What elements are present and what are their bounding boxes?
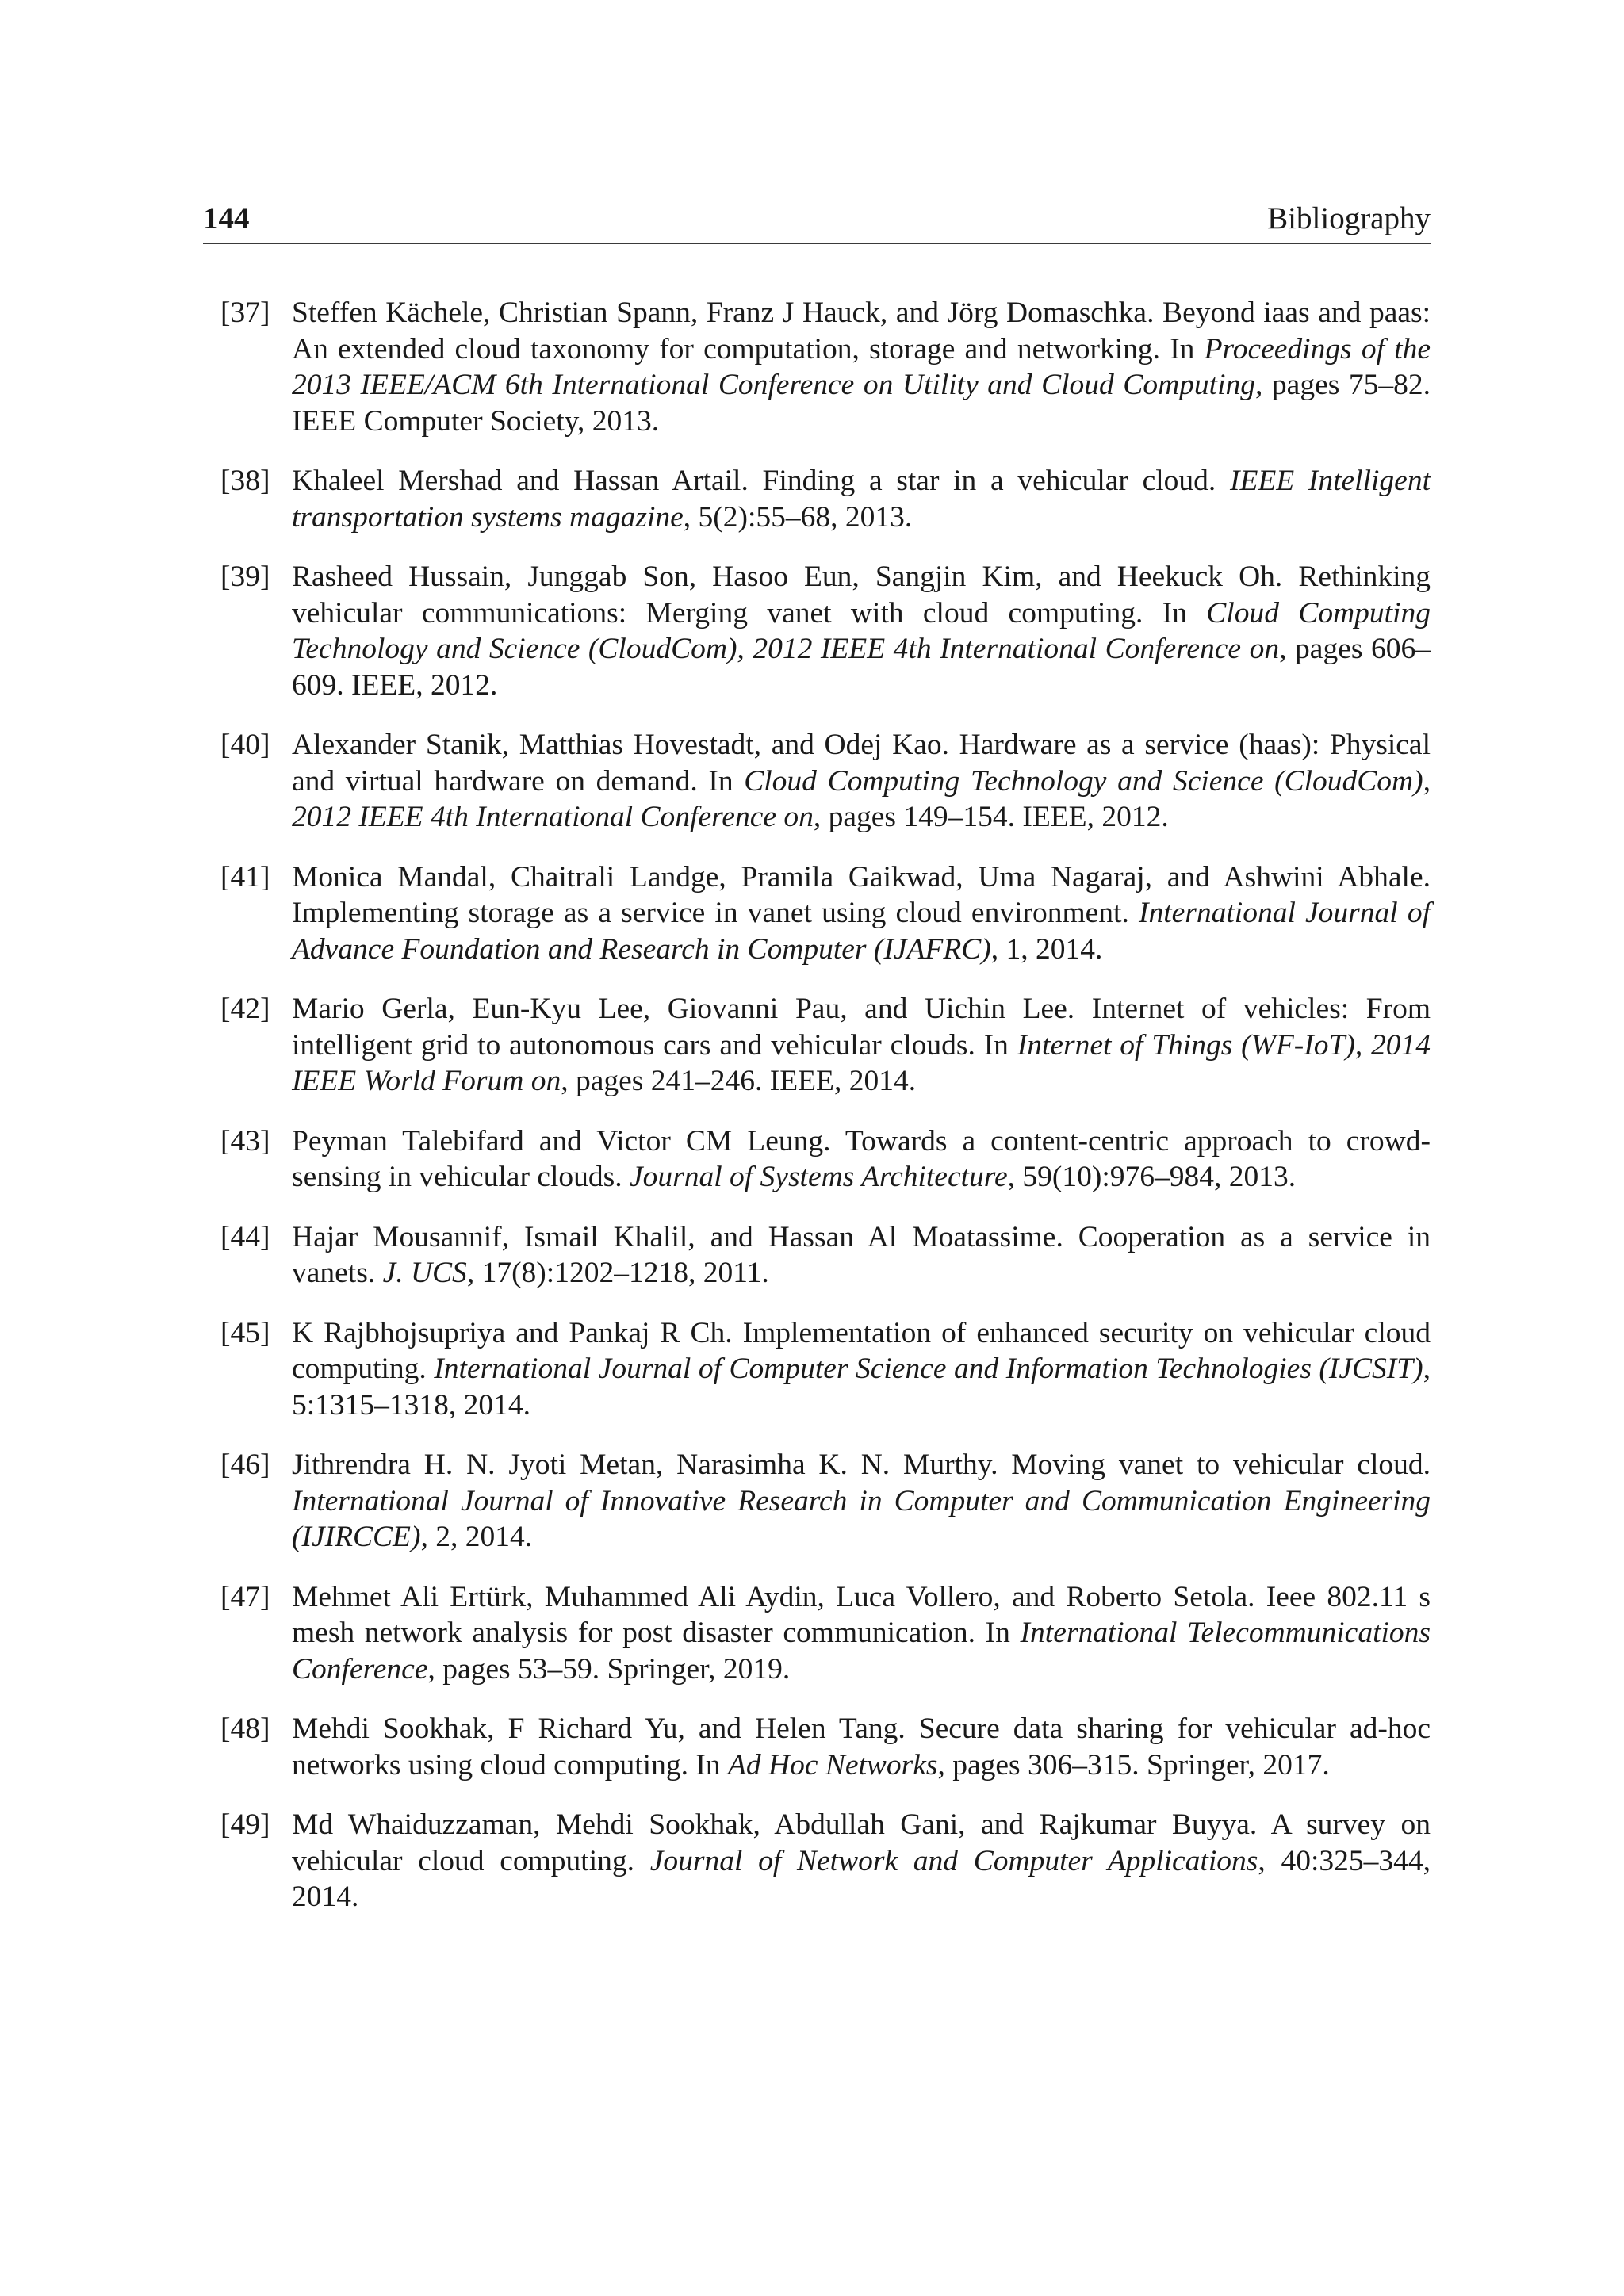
- reference-venue: J. UCS: [382, 1257, 467, 1289]
- reference-venue: International Journal of Advance Foundation and Research in Computer (IJAFRC): [292, 897, 1431, 966]
- reference-details: , 2, 2014.: [420, 1521, 533, 1553]
- reference-details: , pages 53–59. Springer, 2019.: [427, 1652, 791, 1686]
- reference-venue: Cloud Computing Technology and Science (CloudCom), 2012 IEEE 4th International Conference on: [292, 596, 1431, 665]
- reference-details: , pages 241–246. IEEE, 2014.: [561, 1065, 917, 1097]
- reference-label: [37]: [220, 297, 270, 329]
- reference-label: [46]: [220, 1448, 270, 1481]
- page-header: [203, 195, 1431, 244]
- reference-text: Mehmet Ali Ertürk, Muhammed Ali Aydin, Luca Vollero, and Roberto Setola. Ieee 802.11 s mesh network analysis for post disaster communication. In: [292, 1580, 1431, 1649]
- reference-venue: International Journal of Computer Science and Information Technologies (IJCSIT): [434, 1353, 1423, 1385]
- reference-venue: Journal of Network and Computer Applications: [649, 1844, 1258, 1877]
- reference-text: Mario Gerla, Eun-Kyu Lee, Giovanni Pau, and Uichin Lee. Internet of vehicles: From intelligent grid to autonomous cars and vehicular clouds. In: [292, 993, 1431, 1062]
- reference-37: [203, 295, 1431, 439]
- reference-text: Md Whaiduzzaman, Mehdi Sookhak, Abdullah Gani, and Rajkumar Buyya. A survey on vehicular cloud computing.: [292, 1808, 1431, 1877]
- reference-text: Jithrendra H. N. Jyoti Metan, Narasimha K. N. Murthy. Moving vanet to vehicular cloud.: [292, 1448, 1431, 1481]
- reference-details: , 59(10):976–984, 2013.: [1007, 1161, 1297, 1193]
- reference-text: Khaleel Mershad and Hassan Artail. Finding a star in a vehicular cloud.: [292, 465, 1230, 497]
- reference-44: [203, 1219, 1431, 1292]
- reference-venue: Internet of Things (WF-IoT), 2014 IEEE World Forum on: [292, 1028, 1431, 1097]
- reference-text: Alexander Stanik, Matthias Hovestadt, and Odej Kao. Hardware as a service (haas): Physical and virtual hardware on demand. In: [292, 729, 1431, 798]
- reference-42: [203, 991, 1431, 1100]
- reference-41: [203, 859, 1431, 968]
- running-title: Bibliography: [1267, 201, 1431, 235]
- reference-venue: Journal of Systems Architecture: [629, 1161, 1008, 1193]
- reference-venue: Cloud Computing Technology and Science (CloudCom), 2012 IEEE 4th International Conference on: [292, 764, 1431, 833]
- reference-label: [47]: [220, 1580, 270, 1613]
- reference-venue: International Telecommunications Conference: [292, 1617, 1431, 1686]
- reference-text: Steffen Kächele, Christian Spann, Franz J Hauck, and Jörg Domaschka. Beyond iaas and paas: An extended cloud taxonomy for computation, storage and networking. In: [292, 297, 1431, 365]
- reference-47: [203, 1579, 1431, 1688]
- reference-venue: IEEE Intelligent transportation systems magazine: [292, 465, 1431, 534]
- reference-label: [48]: [220, 1712, 270, 1745]
- reference-38: [203, 463, 1431, 535]
- reference-46: [203, 1447, 1431, 1556]
- reference-venue: International Journal of Innovative Research in Computer and Communication Engineering (IJIRCCE): [292, 1484, 1431, 1553]
- reference-label: [40]: [220, 729, 270, 761]
- reference-details: , pages 306–315. Springer, 2017.: [937, 1748, 1330, 1781]
- reference-details: , 40:325–344, 2014.: [292, 1844, 1431, 1913]
- reference-venue: Proceedings of the 2013 IEEE/ACM 6th International Conference on Utility and Cloud Computing: [292, 332, 1431, 401]
- page-number: 144: [203, 201, 250, 235]
- reference-details: , 5:1315–1318, 2014.: [292, 1353, 1431, 1422]
- reference-label: [41]: [220, 860, 270, 894]
- reference-label: [38]: [220, 465, 270, 497]
- reference-text: Rasheed Hussain, Junggab Son, Hasoo Eun, Sangjin Kim, and Heekuck Oh. Rethinking vehicular communications: Merging vanet with cloud computing. In: [292, 561, 1431, 629]
- reference-details: , pages 149–154. IEEE, 2012.: [813, 801, 1169, 833]
- reference-45: [203, 1315, 1431, 1424]
- reference-text: Monica Mandal, Chaitrali Landge, Pramila Gaikwad, Uma Nagaraj, and Ashwini Abhale. Implementing storage as a service in vanet using cloud environment.: [292, 860, 1431, 929]
- reference-details: , 1, 2014.: [990, 932, 1103, 966]
- reference-details: , 5(2):55–68, 2013.: [683, 500, 913, 534]
- reference-venue: Ad Hoc Networks: [727, 1748, 938, 1781]
- reference-text: Peyman Talebifard and Victor CM Leung. Towards a content-centric approach to crowd-sensing in vehicular clouds.: [292, 1124, 1431, 1193]
- reference-48: [203, 1711, 1431, 1783]
- reference-details: , pages 75–82. IEEE Computer Society, 2013.: [292, 369, 1431, 438]
- reference-text: Hajar Mousannif, Ismail Khalil, and Hassan Al Moatassime. Cooperation as a service in vanets.: [292, 1220, 1431, 1289]
- reference-label: [42]: [220, 993, 270, 1025]
- reference-details: , 17(8):1202–1218, 2011.: [466, 1257, 769, 1289]
- reference-text: Mehdi Sookhak, F Richard Yu, and Helen Tang. Secure data sharing for vehicular ad-hoc networks using cloud computing. In: [292, 1712, 1431, 1781]
- reference-details: , pages 606–609. IEEE, 2012.: [292, 633, 1431, 702]
- bibliography-list: [203, 295, 1431, 1939]
- reference-40: [203, 727, 1431, 836]
- reference-label: [45]: [220, 1316, 270, 1349]
- reference-39: [203, 559, 1431, 703]
- reference-49: [203, 1807, 1431, 1915]
- reference-label: [39]: [220, 561, 270, 593]
- reference-label: [44]: [220, 1220, 270, 1253]
- reference-text: K Rajbhojsupriya and Pankaj R Ch. Implementation of enhanced security on vehicular cloud computing.: [292, 1316, 1431, 1385]
- reference-43: [203, 1123, 1431, 1196]
- reference-label: [49]: [220, 1808, 270, 1841]
- reference-label: [43]: [220, 1124, 270, 1158]
